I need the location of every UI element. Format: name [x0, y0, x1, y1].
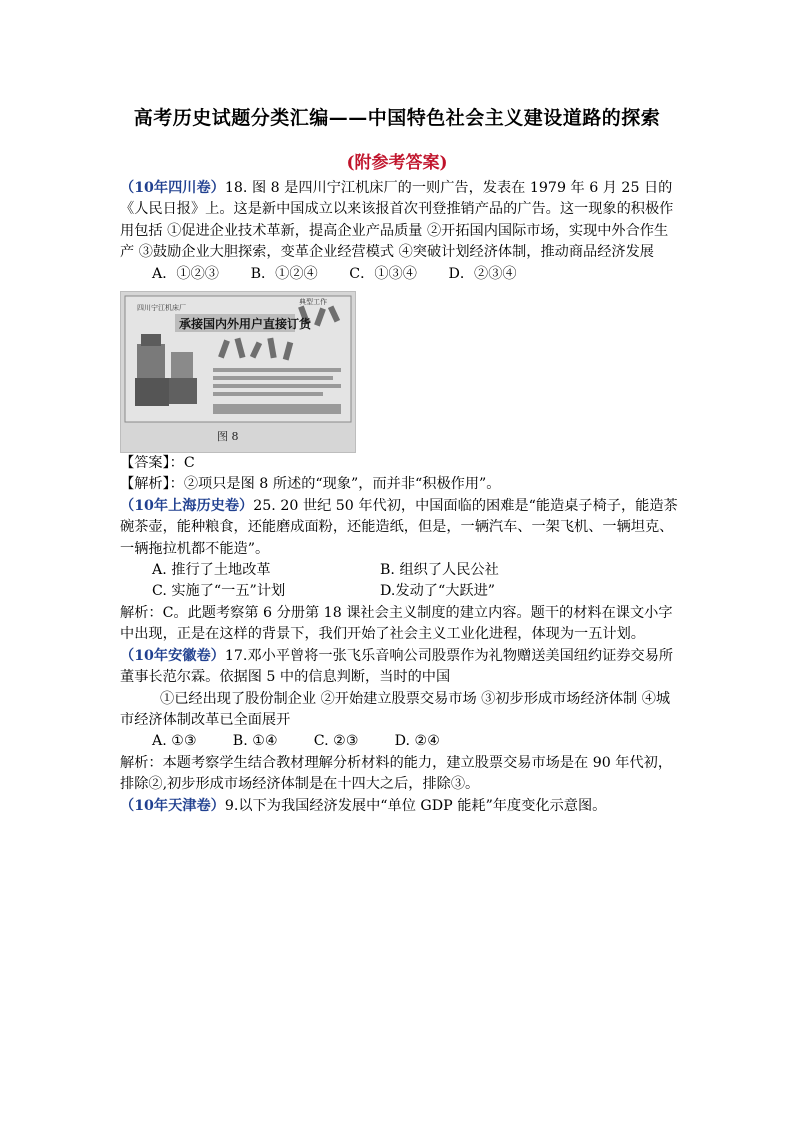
question-3-options: A. ①③ B. ①④ C. ②③ D. ②④ — [152, 733, 440, 750]
question-1-options: A．①②③ B．①②④ C．①③④ D．②③④ — [152, 265, 517, 282]
ad-side-text: 典型工作 — [299, 298, 327, 307]
analysis-text: ：②项只是图 8 所述的“现象”，而并非“积极作用”。 — [169, 476, 501, 493]
question-3-source: （10年安徽卷） — [120, 647, 225, 664]
question-2-options-row-2 — [120, 581, 680, 602]
question-1-text: 18. 图 8 是四川宁江机床厂的一则广告，发表在 1979 年 6 月 25 日的《人民日报》上。这是新中国成立以来该报首次刊登推销产品的广告。这一现象的积极作用包括 ①促进企业技术革新，提高企业产品质量 ②开拓国内国际市场，实现中外合作生产 ③鼓励企业大胆探索，变革企业经营模式 ④突破计划经济体制，推动商品经济发展 — [120, 180, 674, 261]
question-3-stem — [120, 646, 680, 689]
question-2-text: 25. 20 世纪 50 年代初，中国面临的困难是“能造桌子椅子，能造茶碗茶壶，能种粮食，还能磨成面粉，还能造纸，但是，一辆汽车、一架飞机、一辆坦克、一辆拖拉机都不能造”。 — [120, 497, 678, 557]
figure-8-caption: 图 8 — [217, 430, 239, 444]
question-3-analysis: 解析：本题考察学生结合教材理解分析材料的能力，建立股票交易市场是在 90 年代初，排除②,初步形成市场经济体制是在十四大之后，排除③。 — [120, 754, 673, 793]
ad-top-text: 四川宁江机床厂 — [137, 304, 186, 313]
answer-value: ：C — [169, 455, 195, 472]
question-4-stem — [120, 796, 680, 817]
question-1-source: （10年四川卷） — [120, 180, 225, 196]
document-subtitle: (附参考答案) — [346, 153, 448, 173]
ad-headline: 承接国内外用户直接订货 — [179, 317, 312, 332]
question-2-options-row-1 — [120, 560, 680, 581]
option-b: B. 组织了人民公社 — [380, 562, 499, 579]
question-1-stem — [120, 178, 680, 264]
option-a: A. 推行了土地改革 — [152, 562, 271, 579]
question-4-text: 9.以下为我国经济发展中“单位 GDP 能耗”年度变化示意图。 — [224, 797, 607, 814]
question-1-analysis — [120, 474, 680, 495]
option-d: D.发动了“大跃进” — [380, 583, 496, 600]
question-2-stem — [120, 496, 680, 560]
question-1-answer — [120, 453, 680, 474]
document-title: 高考历史试题分类汇编——中国特色社会主义建设道路的探索 — [133, 107, 661, 129]
figure-8-advertisement — [120, 291, 356, 453]
question-3-text: 17.邓小平曾将一张飞乐音响公司股票作为礼物赠送美国纽约证券交易所董事长范尔霖。依据图 5 中的信息判断，当时的中国 — [120, 647, 674, 686]
question-2-source: （10年上海历史卷） — [120, 497, 254, 514]
document-body — [120, 178, 680, 817]
question-4-source: （10年天津卷） — [120, 797, 225, 814]
question-2-analysis: 解析：C。此题考察第 6 分册第 18 课社会主义制度的建立内容。题干的材料在课文小字中出现，正是在这样的背景下，我们开始了社会主义工业化进程，体现为一五计划。 — [120, 604, 673, 643]
analysis-label: 【解析】 — [120, 476, 170, 493]
answer-label: 【答案】 — [120, 455, 170, 472]
question-3-choices: ①已经出现了股份制企业 ②开始建立股票交易市场 ③初步形成市场经济体制 ④城市经济体制改革已全面展开 — [120, 690, 671, 728]
option-c: C. 实施了“一五”计划 — [152, 583, 286, 600]
